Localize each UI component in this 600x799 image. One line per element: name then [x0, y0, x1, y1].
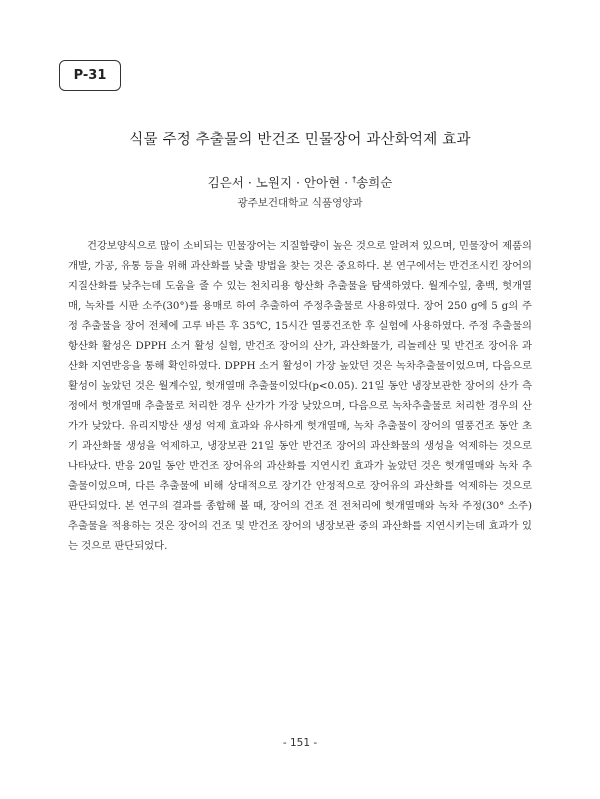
corresponding-author: 송희순: [356, 175, 393, 190]
author-list: [0, 173, 600, 191]
author-names: 김은서 · 노원지 · 안아현 ·: [207, 175, 353, 190]
corresponding-dagger: †: [352, 175, 357, 184]
poster-id-label: P-31: [73, 68, 107, 83]
paper-title: 식물 주정 추출물의 반건조 민물장어 과산화억제 효과: [129, 132, 471, 148]
affiliation: 광주보건대학교 식품영양과: [237, 197, 363, 209]
abstract-body: 건강보양식으로 많이 소비되는 민물장어는 지질함량이 높은 것으로 알려져 있으며, 민물장어 제품의 개발, 가공, 유통 등을 위해 과산화를 낮출 방법을 찾는 것은 중요하다. 본 연구에서는 반건조시킨 장어의 지질산화를 낮추는데 도움을 줄 수 있는 천치리용 항산화 추출물을 탐색하였다. 월계수잎, 총백, 헛개열매, 녹차를 시판 소주(30°)를 용매로 하여 추출하여 주정추출물로 사용하였다. 장어 250 g에 5 g의 주정 추출물을 장어 전체에 고루 바른 후 35℃, 15시간 열풍건조한 후 실험에 사용하였다. 주정 추출물의 항산화 활성은 DPPH 소거 활성 실험, 반건조 장어의 산가, 과산화물가, 리놀레산 및 반건조 장어유 과산화 지연반응을 통해 확인하였다. DPPH 소거 활성이 가장 높았던 것은 녹차추출물이었으며, 다음으로 활성이 높았던 것은 월계수잎, 헛개열매 추출물이었다(p<0.05). 21일 동안 냉장보관한 장어의 산가 측정에서 헛개열매 추출물로 처리한 경우 산가가 가장 낮았으며, 다음으로 녹차추출물로 처리한 경우의 산가가 낮았다. 유리지방산 생성 억제 효과와 유사하게 헛개열매, 녹차 추출물이 장어의 열풍건조 동안 초기 과산화물 생성을 억제하고, 냉장보관 21일 동안 반건조 장어의 과산화물의 생성을 억제하는 것으로 나타났다. 반응 20일 동안 반건조 장어유의 과산화를 지연시킨 효과가 높았던 것은 헛개열매와 녹차 추출물이었으며, 다른 추출물에 비해 상대적으로 장기간 안정적으로 장어유의 과산화를 억제하는 것으로 판단되었다. 본 연구의 결과를 종합해 볼 때, 장어의 건조 전 전처리에 헛개열매와 녹차 주정(30° 소주) 추출물을 적용하는 것은 장어의 건조 및 반건조 장어의 냉장보관 중의 과산화를 지연시키는데 효과가 있는 것으로 판단되었다.: [68, 240, 532, 552]
poster-id-badge: [59, 60, 121, 91]
page-number: - 151 -: [282, 737, 318, 749]
